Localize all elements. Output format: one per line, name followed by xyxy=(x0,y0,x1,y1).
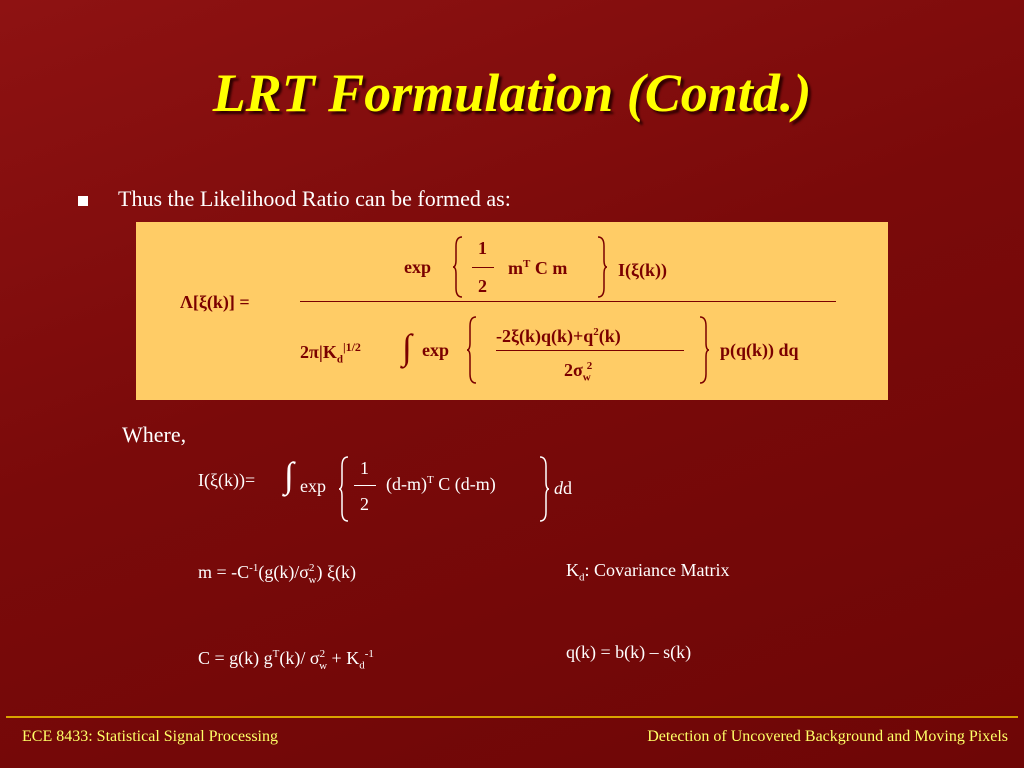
denominator-frac-line xyxy=(496,350,684,351)
left-brace-icon xyxy=(452,236,464,298)
I-definition-lhs: I(ξ(k))= xyxy=(198,470,256,490)
main-fraction-line xyxy=(300,301,836,302)
integral-sign: ∫ xyxy=(402,327,412,367)
I-definition-dd: dd xyxy=(554,478,572,498)
I-definition-body: $(d-m)^T$ C (d-m) xyxy=(386,474,496,494)
I-definition-frac-bottom: 2 xyxy=(360,494,369,514)
numerator-frac-top: 1 xyxy=(478,238,487,258)
bullet-square-icon xyxy=(78,196,88,206)
denominator-frac-bottom: $2\sigma_w^2$ xyxy=(564,360,593,384)
left-brace-icon xyxy=(338,456,350,522)
C-definition: C = g(k) $g^T(k)/$ $\sigma^2_w + K_d^{-1}$ xyxy=(198,648,374,672)
footer-topic: Detection of Uncovered Background and Moving Pixels xyxy=(647,728,1008,745)
right-brace-icon xyxy=(596,236,608,298)
I-definition-frac-line xyxy=(354,485,376,486)
left-brace-icon xyxy=(466,316,478,384)
denominator-frac-top: $-2\xi(k)q(k)+q^2(k)$ xyxy=(496,326,621,346)
denominator-exp: exp xyxy=(422,340,449,360)
bullet-text: Thus the Likelihood Ratio can be formed as: xyxy=(118,186,511,211)
I-definition-frac-top: 1 xyxy=(360,458,369,478)
Kd-definition: $K_d$: Covariance Matrix xyxy=(566,560,730,584)
numerator-I: I(ξ(k)) xyxy=(618,260,668,280)
numerator-exp: exp xyxy=(404,257,431,277)
footer-course: ECE 8433: Statistical Signal Processing xyxy=(22,728,278,745)
footer-divider xyxy=(6,716,1018,718)
denominator-prefix: $2\pi|K_d^{|1/2}$ xyxy=(300,340,361,366)
I-definition-exp: exp xyxy=(300,476,326,496)
right-brace-icon xyxy=(538,456,550,522)
numerator-frac-bottom: 2 xyxy=(478,276,487,296)
integral-sign: ∫ xyxy=(284,455,294,495)
denominator-p: p(q(k)) dq xyxy=(720,340,799,360)
q-definition: q(k) = b(k) – s(k) xyxy=(566,642,692,662)
where-label: Where, xyxy=(122,422,187,447)
formula-lhs: Λ[ξ(k)] = xyxy=(180,292,250,312)
right-brace-icon xyxy=(698,316,710,384)
slide-title: LRT Formulation (Contd.) xyxy=(212,63,812,123)
m-definition: $m = -C^{-1}(g(k)/\sigma^2_w)$ ξ(k) xyxy=(198,562,356,586)
likelihood-ratio-formula-box xyxy=(136,222,888,400)
numerator-m: $m^T$ C m xyxy=(508,258,568,278)
numerator-frac-line xyxy=(472,267,494,268)
